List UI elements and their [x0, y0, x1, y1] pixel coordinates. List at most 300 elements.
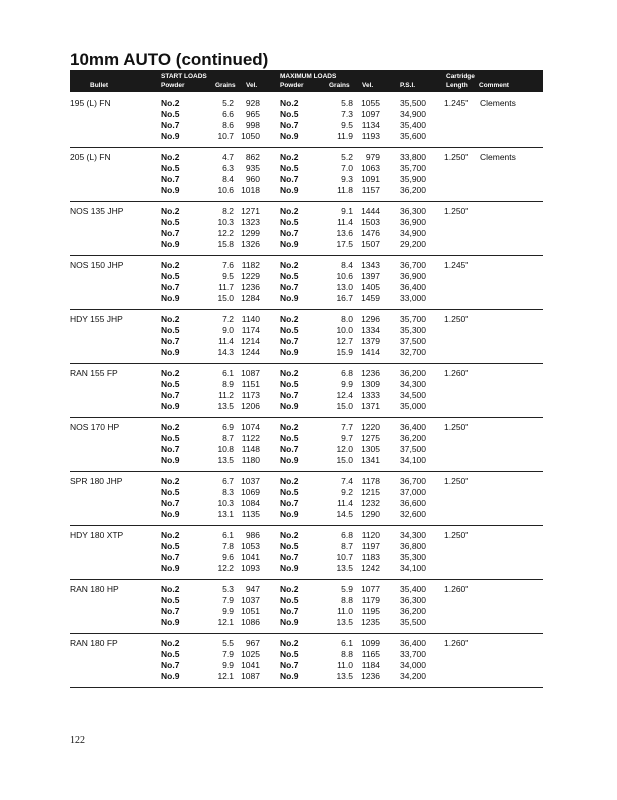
cartridge-length: 1.250"	[444, 530, 469, 540]
start-grains: 5.5	[222, 638, 234, 648]
max-velocity: 1215	[361, 487, 380, 497]
max-powder: No.2	[280, 260, 299, 270]
start-powder: No.2	[161, 530, 180, 540]
start-powder: No.7	[161, 174, 180, 184]
max-velocity: 1341	[361, 455, 380, 465]
start-grains: 7.6	[222, 260, 234, 270]
psi-value: 36,300	[400, 206, 426, 216]
max-grains: 11.9	[337, 131, 353, 141]
start-grains: 10.3	[217, 498, 234, 508]
psi-value: 36,200	[400, 185, 426, 195]
bullet-name: HDY 180 XTP	[70, 530, 124, 540]
psi-value: 35,700	[400, 314, 426, 324]
max-velocity: 1305	[361, 444, 380, 454]
header-start-vel: Vel.	[246, 82, 258, 89]
psi-value: 37,500	[400, 444, 426, 454]
bullet-name: RAN 180 FP	[70, 638, 118, 648]
start-velocity: 1041	[241, 552, 260, 562]
bullet-name: 195 (L) FN	[70, 98, 111, 108]
header-cartridge: Cartridge	[446, 73, 475, 80]
start-velocity: 1037	[241, 476, 260, 486]
psi-value: 36,900	[400, 271, 426, 281]
start-grains: 11.7	[218, 282, 234, 292]
max-velocity: 1236	[361, 368, 380, 378]
psi-value: 35,600	[400, 131, 426, 141]
max-velocity: 1220	[361, 422, 380, 432]
psi-value: 36,400	[400, 282, 426, 292]
cartridge-length: 1.245"	[444, 260, 469, 270]
start-grains: 8.6	[222, 120, 234, 130]
max-powder: No.5	[280, 487, 299, 497]
start-grains: 9.9	[222, 660, 234, 670]
max-grains: 11.8	[337, 185, 353, 195]
start-velocity: 1299	[241, 228, 260, 238]
max-velocity: 1077	[361, 584, 380, 594]
start-powder: No.5	[161, 109, 180, 119]
max-powder: No.2	[280, 152, 299, 162]
max-velocity: 1193	[361, 131, 380, 141]
start-grains: 15.0	[217, 293, 234, 303]
max-velocity: 1343	[361, 260, 380, 270]
start-powder: No.7	[161, 390, 180, 400]
start-powder: No.5	[161, 163, 180, 173]
start-velocity: 1206	[241, 401, 260, 411]
header-max-powder: Powder	[280, 82, 304, 89]
start-powder: No.9	[161, 293, 180, 303]
start-velocity: 986	[245, 530, 260, 540]
psi-value: 35,300	[400, 552, 426, 562]
header-psi: P.S.I.	[400, 82, 416, 89]
start-grains: 8.7	[222, 433, 234, 443]
max-powder: No.5	[280, 109, 299, 119]
max-powder: No.9	[280, 347, 299, 357]
max-grains: 11.0	[337, 660, 353, 670]
max-velocity: 1097	[361, 109, 380, 119]
max-velocity: 1290	[361, 509, 380, 519]
max-grains: 9.5	[341, 120, 353, 130]
start-velocity: 1069	[241, 487, 260, 497]
start-powder: No.9	[161, 617, 180, 627]
start-velocity: 1051	[241, 606, 260, 616]
start-velocity: 1086	[241, 617, 260, 627]
start-grains: 15.8	[217, 239, 234, 249]
bullet-name: NOS 135 JHP	[70, 206, 124, 216]
start-velocity: 862	[245, 152, 260, 162]
max-velocity: 1333	[361, 390, 380, 400]
header-max-loads: MAXIMUM LOADS	[280, 73, 337, 80]
max-grains: 8.4	[341, 260, 353, 270]
start-powder: No.9	[161, 509, 180, 519]
max-grains: 7.4	[341, 476, 353, 486]
max-velocity: 1232	[361, 498, 380, 508]
start-grains: 6.1	[222, 368, 234, 378]
psi-value: 36,700	[400, 476, 426, 486]
max-grains: 10.7	[336, 552, 353, 562]
psi-value: 29,200	[400, 239, 426, 249]
max-powder: No.2	[280, 638, 299, 648]
max-powder: No.9	[280, 455, 299, 465]
bullet-group	[70, 310, 543, 364]
start-grains: 7.8	[222, 541, 234, 551]
header-start-loads: START LOADS	[161, 73, 207, 80]
max-velocity: 1507	[361, 239, 380, 249]
start-powder: No.9	[161, 185, 180, 195]
start-powder: No.9	[161, 563, 180, 573]
max-grains: 11.0	[337, 606, 353, 616]
max-grains: 17.5	[336, 239, 353, 249]
start-velocity: 1140	[241, 314, 260, 324]
max-grains: 13.0	[336, 282, 353, 292]
max-grains: 5.2	[341, 152, 353, 162]
max-powder: No.7	[280, 282, 299, 292]
start-grains: 5.3	[222, 584, 234, 594]
comment: Clements	[480, 98, 516, 108]
start-powder: No.9	[161, 131, 180, 141]
psi-value: 36,200	[400, 606, 426, 616]
max-grains: 12.4	[336, 390, 353, 400]
cartridge-length: 1.250"	[444, 152, 469, 162]
max-grains: 7.7	[341, 422, 353, 432]
start-grains: 10.6	[217, 185, 234, 195]
psi-value: 36,300	[400, 595, 426, 605]
psi-value: 34,900	[400, 228, 426, 238]
psi-value: 33,800	[400, 152, 426, 162]
start-grains: 12.2	[217, 228, 234, 238]
max-velocity: 1309	[361, 379, 380, 389]
cartridge-length: 1.260"	[444, 638, 469, 648]
start-powder: No.5	[161, 217, 180, 227]
max-velocity: 1197	[361, 541, 380, 551]
group-divider	[70, 687, 543, 688]
max-grains: 8.8	[341, 649, 353, 659]
max-powder: No.5	[280, 649, 299, 659]
start-powder: No.2	[161, 422, 180, 432]
max-grains: 6.8	[341, 368, 353, 378]
psi-value: 36,900	[400, 217, 426, 227]
psi-value: 35,500	[400, 617, 426, 627]
max-velocity: 1184	[361, 660, 380, 670]
max-powder: No.9	[280, 293, 299, 303]
start-grains: 8.3	[222, 487, 234, 497]
start-velocity: 1326	[241, 239, 260, 249]
bullet-name: HDY 155 JHP	[70, 314, 123, 324]
start-velocity: 1271	[241, 206, 260, 216]
max-velocity: 1379	[361, 336, 380, 346]
start-grains: 12.2	[217, 563, 234, 573]
cartridge-length: 1.260"	[444, 368, 469, 378]
max-velocity: 1275	[361, 433, 380, 443]
max-powder: No.2	[280, 530, 299, 540]
start-velocity: 1182	[241, 260, 260, 270]
start-grains: 9.6	[222, 552, 234, 562]
psi-value: 36,800	[400, 541, 426, 551]
start-velocity: 1074	[241, 422, 260, 432]
bullet-name: SPR 180 JHP	[70, 476, 123, 486]
bullet-group	[70, 526, 543, 580]
start-grains: 14.3	[217, 347, 234, 357]
max-powder: No.2	[280, 98, 299, 108]
psi-value: 35,900	[400, 174, 426, 184]
max-grains: 5.8	[341, 98, 353, 108]
start-grains: 8.4	[222, 174, 234, 184]
start-grains: 10.7	[217, 131, 234, 141]
start-powder: No.5	[161, 649, 180, 659]
header-length: Length	[446, 82, 468, 89]
header-bullet: Bullet	[90, 82, 109, 89]
start-grains: 7.2	[222, 314, 234, 324]
max-grains: 11.4	[337, 217, 353, 227]
max-powder: No.5	[280, 217, 299, 227]
start-grains: 6.9	[222, 422, 234, 432]
psi-value: 34,300	[400, 379, 426, 389]
start-powder: No.7	[161, 606, 180, 616]
header-start-powder: Powder	[161, 82, 185, 89]
start-velocity: 1087	[241, 368, 260, 378]
max-velocity: 1242	[361, 563, 380, 573]
start-velocity: 967	[245, 638, 260, 648]
psi-value: 34,100	[400, 563, 426, 573]
start-velocity: 1284	[241, 293, 260, 303]
start-powder: No.7	[161, 498, 180, 508]
max-grains: 13.5	[336, 617, 353, 627]
page-title: 10mm AUTO (continued)	[70, 50, 269, 69]
start-velocity: 1087	[241, 671, 260, 681]
max-velocity: 1476	[361, 228, 380, 238]
comment: Clements	[480, 152, 516, 162]
bullet-group	[70, 634, 543, 688]
max-velocity: 1157	[361, 185, 380, 195]
max-powder: No.7	[280, 174, 299, 184]
max-powder: No.2	[280, 314, 299, 324]
start-powder: No.2	[161, 584, 180, 594]
start-grains: 13.5	[217, 401, 234, 411]
start-grains: 10.8	[217, 444, 234, 454]
max-grains: 14.5	[336, 509, 353, 519]
start-powder: No.5	[161, 271, 180, 281]
start-grains: 6.1	[222, 530, 234, 540]
max-powder: No.9	[280, 239, 299, 249]
start-powder: No.2	[161, 260, 180, 270]
psi-value: 36,200	[400, 368, 426, 378]
max-velocity: 1296	[361, 314, 380, 324]
start-velocity: 960	[245, 174, 260, 184]
start-grains: 6.6	[222, 109, 234, 119]
header-max-grains: Grains	[329, 82, 350, 89]
start-powder: No.9	[161, 347, 180, 357]
start-grains: 9.0	[222, 325, 234, 335]
start-velocity: 1037	[241, 595, 260, 605]
max-grains: 8.7	[341, 541, 353, 551]
psi-value: 35,700	[400, 163, 426, 173]
psi-value: 34,500	[400, 390, 426, 400]
max-grains: 13.5	[336, 563, 353, 573]
max-grains: 10.6	[336, 271, 353, 281]
psi-value: 36,400	[400, 422, 426, 432]
max-velocity: 1334	[361, 325, 380, 335]
max-powder: No.9	[280, 131, 299, 141]
max-grains: 15.0	[336, 455, 353, 465]
psi-value: 35,500	[400, 98, 426, 108]
bullet-group	[70, 94, 543, 148]
max-grains: 9.3	[341, 174, 353, 184]
start-powder: No.5	[161, 541, 180, 551]
max-grains: 8.0	[341, 314, 353, 324]
bullet-group	[70, 418, 543, 472]
max-velocity: 1459	[361, 293, 380, 303]
max-powder: No.5	[280, 379, 299, 389]
max-velocity: 1183	[361, 552, 380, 562]
max-powder: No.2	[280, 206, 299, 216]
start-velocity: 1236	[241, 282, 260, 292]
max-powder: No.2	[280, 584, 299, 594]
bullet-group	[70, 580, 543, 634]
start-powder: No.2	[161, 152, 180, 162]
max-velocity: 1195	[361, 606, 380, 616]
bullet-name: RAN 155 FP	[70, 368, 118, 378]
max-velocity: 1063	[361, 163, 380, 173]
start-velocity: 1323	[241, 217, 260, 227]
max-grains: 12.0	[336, 444, 353, 454]
start-powder: No.2	[161, 368, 180, 378]
max-powder: No.7	[280, 606, 299, 616]
max-grains: 9.9	[341, 379, 353, 389]
psi-value: 34,900	[400, 109, 426, 119]
bullet-group	[70, 256, 543, 310]
start-velocity: 1244	[241, 347, 260, 357]
psi-value: 32,600	[400, 509, 426, 519]
max-grains: 9.2	[341, 487, 353, 497]
max-grains: 16.7	[336, 293, 353, 303]
max-velocity: 1091	[361, 174, 380, 184]
start-velocity: 1025	[241, 649, 260, 659]
start-velocity: 998	[245, 120, 260, 130]
start-grains: 8.9	[222, 379, 234, 389]
max-velocity: 1178	[361, 476, 380, 486]
max-powder: No.5	[280, 595, 299, 605]
start-velocity: 1018	[241, 185, 260, 195]
cartridge-length: 1.250"	[444, 422, 469, 432]
max-velocity: 1405	[361, 282, 380, 292]
start-powder: No.2	[161, 98, 180, 108]
max-powder: No.2	[280, 422, 299, 432]
max-powder: No.7	[280, 390, 299, 400]
start-velocity: 1122	[241, 433, 260, 443]
cartridge-length: 1.245"	[444, 98, 469, 108]
start-velocity: 1084	[241, 498, 260, 508]
start-velocity: 1050	[241, 131, 260, 141]
max-powder: No.7	[280, 336, 299, 346]
start-grains: 10.3	[217, 217, 234, 227]
max-grains: 13.5	[336, 671, 353, 681]
max-grains: 10.0	[336, 325, 353, 335]
psi-value: 34,300	[400, 530, 426, 540]
psi-value: 36,200	[400, 433, 426, 443]
max-powder: No.9	[280, 509, 299, 519]
start-powder: No.7	[161, 552, 180, 562]
max-powder: No.5	[280, 433, 299, 443]
header-comment: Comment	[479, 82, 509, 89]
start-grains: 11.4	[218, 336, 234, 346]
psi-value: 33,000	[400, 293, 426, 303]
bullet-name: RAN 180 HP	[70, 584, 119, 594]
start-grains: 5.2	[222, 98, 234, 108]
psi-value: 35,000	[400, 401, 426, 411]
max-velocity: 1503	[361, 217, 380, 227]
cartridge-length: 1.260"	[444, 584, 469, 594]
start-velocity: 1041	[241, 660, 260, 670]
start-velocity: 1151	[241, 379, 260, 389]
start-grains: 4.7	[222, 152, 234, 162]
start-powder: No.7	[161, 336, 180, 346]
max-grains: 7.3	[341, 109, 353, 119]
start-powder: No.7	[161, 120, 180, 130]
max-powder: No.7	[280, 228, 299, 238]
psi-value: 35,300	[400, 325, 426, 335]
max-grains: 12.7	[336, 336, 353, 346]
max-grains: 11.4	[337, 498, 353, 508]
start-velocity: 1173	[241, 390, 260, 400]
start-velocity: 1148	[241, 444, 260, 454]
bullet-group	[70, 148, 543, 202]
bullet-name: 205 (L) FN	[70, 152, 111, 162]
max-powder: No.2	[280, 368, 299, 378]
max-velocity: 1179	[361, 595, 380, 605]
psi-value: 36,600	[400, 498, 426, 508]
start-velocity: 947	[245, 584, 260, 594]
start-powder: No.2	[161, 206, 180, 216]
max-powder: No.7	[280, 552, 299, 562]
start-grains: 7.9	[222, 649, 234, 659]
max-powder: No.5	[280, 325, 299, 335]
start-grains: 8.2	[222, 206, 234, 216]
max-velocity: 1134	[361, 120, 380, 130]
max-velocity: 1165	[361, 649, 380, 659]
start-velocity: 1214	[241, 336, 260, 346]
start-velocity: 1180	[241, 455, 260, 465]
psi-value: 37,000	[400, 487, 426, 497]
max-powder: No.9	[280, 617, 299, 627]
cartridge-length: 1.250"	[444, 476, 469, 486]
cartridge-length: 1.250"	[444, 314, 469, 324]
start-powder: No.7	[161, 228, 180, 238]
max-powder: No.9	[280, 185, 299, 195]
start-velocity: 1093	[241, 563, 260, 573]
start-velocity: 1174	[241, 325, 260, 335]
psi-value: 35,400	[400, 120, 426, 130]
max-grains: 9.1	[341, 206, 353, 216]
start-grains: 13.1	[217, 509, 234, 519]
max-powder: No.7	[280, 498, 299, 508]
start-powder: No.2	[161, 638, 180, 648]
header-max-vel: Vel.	[362, 82, 374, 89]
max-velocity: 1099	[361, 638, 380, 648]
max-powder: No.9	[280, 563, 299, 573]
psi-value: 36,400	[400, 638, 426, 648]
start-velocity: 928	[245, 98, 260, 108]
max-velocity: 1236	[361, 671, 380, 681]
start-velocity: 1229	[241, 271, 260, 281]
table-header	[70, 70, 543, 92]
max-powder: No.5	[280, 271, 299, 281]
max-powder: No.7	[280, 120, 299, 130]
start-grains: 9.9	[222, 606, 234, 616]
start-grains: 7.9	[222, 595, 234, 605]
start-grains: 6.7	[222, 476, 234, 486]
start-powder: No.5	[161, 433, 180, 443]
max-grains: 15.9	[336, 347, 353, 357]
start-powder: No.5	[161, 595, 180, 605]
bullet-name: NOS 170 HP	[70, 422, 120, 432]
